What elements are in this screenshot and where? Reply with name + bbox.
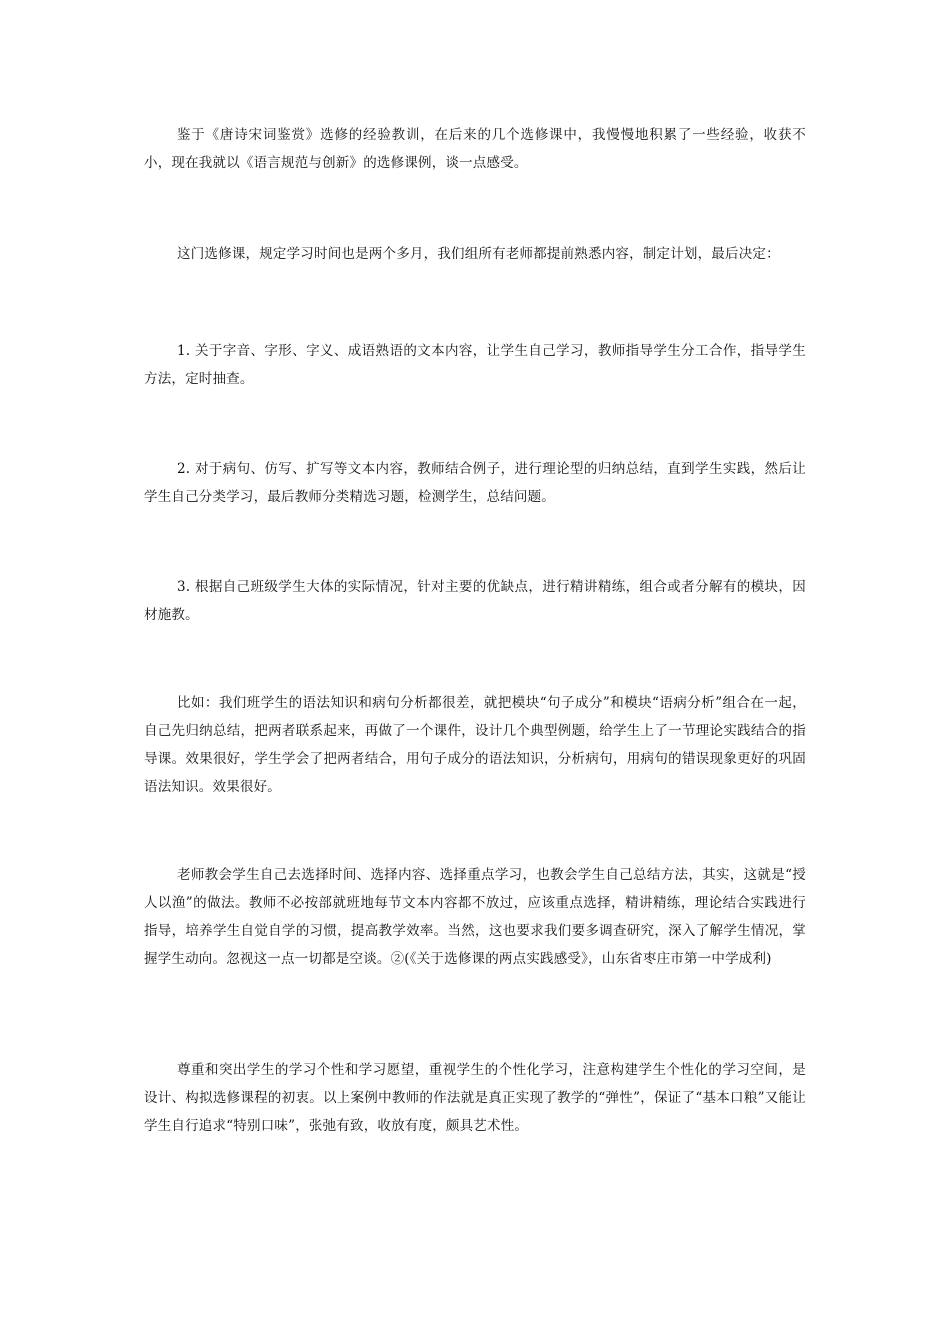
paragraph-point-3: 3. 根据自己班级学生大体的实际情况，针对主要的优缺点，进行精讲精练，组合或者分解有的模块，因材施教。: [144, 579, 806, 623]
paragraph-example: 比如：我们班学生的语法知识和病句分析都很差，就把模块“句子成分”和模块“语病分析”组合在一起，自己先归纳总结，把两者联系起来，再做了一个课件，设计几个典型例题，给学生上了一节理论实践结合的指导课。效果很好，学生学会了把两者结合，用句子成分的语法知识，分析病句，用病句的错误现象更好的巩固语法知识。效果很好。: [144, 695, 806, 795]
paragraph-intro: 鉴于《唐诗宋词鉴赏》选修的经验教训，在后来的几个选修课中，我慢慢地积累了一些经验，收获不小，现在我就以《语言规范与创新》的选修课例，谈一点感受。: [144, 127, 806, 171]
paragraph-point-2: 2. 对于病句、仿写、扩写等文本内容，教师结合例子，进行理论型的归纳总结，直到学生实践，然后让学生自己分类学习，最后教师分类精选习题，检测学生，总结问题。: [144, 461, 806, 505]
paragraph-course-plan: 这门选修课，规定学习时间也是两个多月，我们组所有老师都提前熟悉内容，制定计划，最后决定：: [177, 246, 780, 262]
paragraph-method: 老师教会学生自己去选择时间、选择内容、选择重点学习，也教会学生自己总结方法，其实，这就是“授人以渔”的做法。教师不必按部就班地每节文本内容都不放过，应该重点选择，精讲精练，理论结合实践进行指导，培养学生自觉自学的习惯，提高教学效率。当然，这也要求我们要多调查研究，深入了解学生情况，掌握学生动向。忽视这一点一切都是空谈。②(《关于选修课的两点实践感受》，山东省枣庄市第一中学成利): [144, 867, 807, 967]
paragraph-conclusion: 尊重和突出学生的学习个性和学习愿望，重视学生的个性化学习，注意构建学生个性化的学习空间，是设计、构拟选修课程的初衷。以上案例中教师的作法就是真正实现了教学的“弹性”，保证了“基本口粮”又能让学生自行追求“特别口味”，张弛有致，收放有度，颇具艺术性。: [144, 1062, 806, 1134]
paragraph-point-1: 1. 关于字音、字形、字义、成语熟语的文本内容，让学生自己学习，教师指导学生分工合作，指导学生方法，定时抽查。: [144, 343, 806, 387]
